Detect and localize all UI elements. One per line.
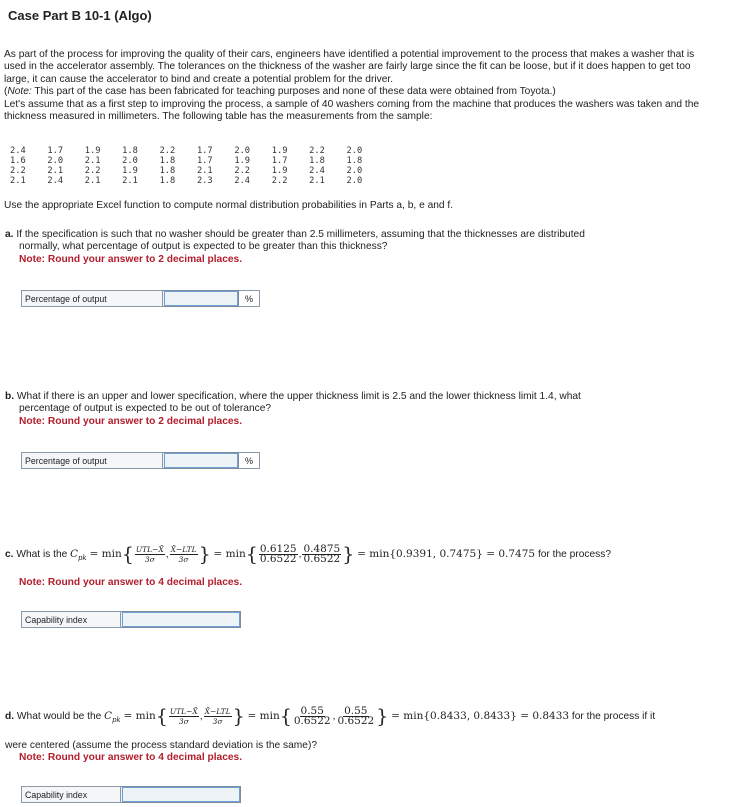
measurement-cell: 1.9 <box>271 146 288 156</box>
question-d-text-2: were centered (assume the process standard deviation is the same)? <box>5 740 318 751</box>
question-b-note: Note: Round your answer to 2 decimal places. <box>19 415 243 427</box>
question-d-eq-min: = min <box>123 710 156 723</box>
measurement-cell: 2.2 <box>234 166 251 176</box>
answer-d-input[interactable] <box>121 786 241 803</box>
measurement-cell: 2.3 <box>196 176 213 186</box>
answer-b-row <box>21 452 260 469</box>
measurement-cell: 2.1 <box>309 176 325 186</box>
measurement-cell: 1.7 <box>47 146 64 156</box>
question-c-value-frac-1: $\frac{0.6125}{0.6522}$ <box>259 543 297 565</box>
answer-d-row <box>21 786 241 803</box>
question-d-cpk: $C_{pk}$ <box>104 711 121 725</box>
measurement-cell: 2.4 <box>234 176 251 186</box>
answer-a-unit: % <box>239 290 260 307</box>
measurement-cell: 2.2 <box>84 166 101 176</box>
measurement-cell: 1.9 <box>234 156 251 166</box>
question-c-result: = min{0.9391, 0.7475} = 0.7475 <box>357 548 536 561</box>
instruction-text: Use the appropriate Excel function to compute normal distribution probabilities in Parts a, b, e and f. <box>4 200 454 211</box>
measurement-cell: 2.4 <box>10 146 26 156</box>
question-a-text-2: normally, what percentage of output is expected to be greater than this thickness? <box>19 241 388 253</box>
intro-note-label: Note: <box>7 86 32 98</box>
answer-a-label: Percentage of output <box>21 290 163 307</box>
answer-a-row <box>21 290 260 307</box>
measurement-cell: 2.0 <box>47 156 64 166</box>
answer-c-input[interactable] <box>121 611 241 628</box>
measurement-cell: 1.9 <box>122 166 138 176</box>
answer-b-unit: % <box>239 452 260 469</box>
intro-paragraph-2: Let's assume that as a first step to improving the process, a sample of 40 washers coming from the machine that produces the washers was taken and the thickness measured in millimeters. The following table has the measurements from the sample: <box>4 98 700 123</box>
answer-d-label: Capability index <box>21 786 121 803</box>
measurement-cell: 2.1 <box>196 166 213 176</box>
question-d-label: d. <box>5 711 15 723</box>
answer-a-input[interactable] <box>163 290 239 307</box>
question-d-eq-min2: = min <box>247 710 280 723</box>
measurement-table <box>10 146 384 186</box>
question-c-text-pre: What is the <box>16 549 68 561</box>
measurement-cell: 2.1 <box>84 156 101 166</box>
question-a <box>5 229 705 266</box>
measurement-cell: 1.9 <box>271 166 288 176</box>
question-b-text-1: What if there is an upper and lower specification, where the upper thickness limit is 2.5 and the lower thickness limit 1.4, what <box>16 391 581 402</box>
question-c-text-post: for the process? <box>537 549 611 561</box>
measurement-cell: 2.0 <box>346 176 363 186</box>
measurement-cell: 2.0 <box>346 146 363 156</box>
intro-paragraph-1: As part of the process for improving the quality of their cars, engineers have identified a potential improvement to the process that makes a washer that is used in the accelerator assembly. The tolerances on the thickness of the washer are fairly large since the fit can be loose, but if it does happen to get too large, it can cause the accelerator to bind and create a potential problem for the driver. (Note: This part of the case has been fabricated for teaching purposes and none of these data were obtained from Toyota.) <box>4 49 695 98</box>
measurement-cell: 2.2 <box>309 146 325 156</box>
measurement-cell: 2.2 <box>10 166 26 176</box>
question-d-text-pre: What would be the <box>16 711 102 723</box>
measurement-cell: 1.8 <box>159 166 176 176</box>
question-d-frac-1: $\frac{\text{UTL−X̄}}{3\sigma}$ <box>169 707 198 726</box>
measurement-cell: 1.7 <box>271 156 288 166</box>
measurement-cell: 2.1 <box>84 176 101 186</box>
question-d-value-frac-1: $\frac{0.55}{0.6522}$ <box>293 705 331 727</box>
answer-b-label: Percentage of output <box>21 452 163 469</box>
measurement-cell: 2.1 <box>10 176 26 186</box>
measurement-row <box>10 156 384 166</box>
question-a-text-1: If the specification is such that no washer should be greater than 2.5 millimeters, assuming that the thicknesses are distributed <box>16 229 585 240</box>
question-c-note: Note: Round your answer to 4 decimal places. <box>19 577 243 588</box>
question-d-frac-2: $\frac{\text{X̄−LTL}}{3\sigma}$ <box>204 707 231 726</box>
question-c-frac-1: $\frac{\text{UTL−X̄}}{3\sigma}$ <box>135 545 164 564</box>
question-d-note: Note: Round your answer to 4 decimal places. <box>19 752 243 763</box>
question-c-value-frac-2: $\frac{0.4875}{0.6522}$ <box>303 543 341 565</box>
case-intro <box>4 49 704 123</box>
answer-c-row <box>21 611 241 628</box>
question-a-label: a. <box>5 229 14 240</box>
question-c-eq-min: = min <box>89 548 122 561</box>
question-c-cpk: $C_{pk}$ <box>70 549 87 563</box>
measurement-cell: 2.2 <box>271 176 288 186</box>
measurement-cell: 1.8 <box>346 156 363 166</box>
measurement-cell: 2.0 <box>234 146 251 156</box>
measurement-cell: 1.8 <box>159 156 176 166</box>
measurement-cell: 1.8 <box>122 146 138 156</box>
measurement-cell: 2.0 <box>346 166 363 176</box>
measurement-cell: 1.9 <box>84 146 101 156</box>
answer-c-label: Capability index <box>21 611 121 628</box>
measurement-row <box>10 146 384 156</box>
measurement-cell: 1.8 <box>159 176 176 186</box>
measurement-cell: 1.6 <box>10 156 26 166</box>
intro-note-text: This part of the case has been fabricated for teaching purposes and none of these data were obtained from Toyota.) <box>31 86 556 98</box>
answer-b-input[interactable] <box>163 452 239 469</box>
measurement-cell: 2.1 <box>122 176 138 186</box>
question-b <box>5 391 705 428</box>
question-b-text-2: percentage of output is expected to be out of tolerance? <box>19 403 272 415</box>
measurement-cell: 1.7 <box>196 156 213 166</box>
measurement-cell: 2.1 <box>47 166 64 176</box>
measurement-cell: 2.4 <box>309 166 325 176</box>
measurement-cell: 1.7 <box>196 146 213 156</box>
measurement-cell: 2.4 <box>47 176 64 186</box>
measurement-cell: 1.8 <box>309 156 325 166</box>
measurement-row <box>10 166 384 176</box>
measurement-cell: 2.0 <box>122 156 138 166</box>
question-c-label: c. <box>5 549 14 561</box>
question-c-frac-2: $\frac{\text{X̄−LTL}}{3\sigma}$ <box>170 545 197 564</box>
measurement-cell: 2.2 <box>159 146 176 156</box>
question-c: c. What is the $C_{pk} = \min${ $\frac{\text{UTL−X̄}}{3\sigma}$ , $\frac{\text{X̄−LTL}}{3\sigma}$ } = min{ $\frac{0.6125}{0.6522}$ , $\frac{0.4875}{0.6522}$ } = min{0.9391, 0.7475} = 0.7475 for the process? <box>5 543 611 566</box>
page-title: Case Part B 10-1 (Algo) <box>8 8 152 23</box>
question-d-result: = min{0.8433, 0.8433} = 0.8433 <box>391 710 570 723</box>
question-d-value-frac-2: $\frac{0.55}{0.6522}$ <box>337 705 375 727</box>
question-d-text-post: for the process if it <box>571 711 656 723</box>
question-a-note: Note: Round your answer to 2 decimal places. <box>19 253 243 265</box>
question-d: d. What would be the $C_{pk} = \min${ $\frac{\text{UTL−X̄}}{3\sigma}$ , $\frac{\text{X̄−LTL}}{3\sigma}$ } = min{ $\frac{0.55}{0.6522}$ , $\frac{0.55}{0.6522}$ } = min{0.8433, 0.8433} = 0.8433 for the process if it <box>5 705 656 728</box>
question-b-label: b. <box>5 391 15 402</box>
measurement-row <box>10 176 384 186</box>
question-c-eq-min2: = min <box>213 548 246 561</box>
